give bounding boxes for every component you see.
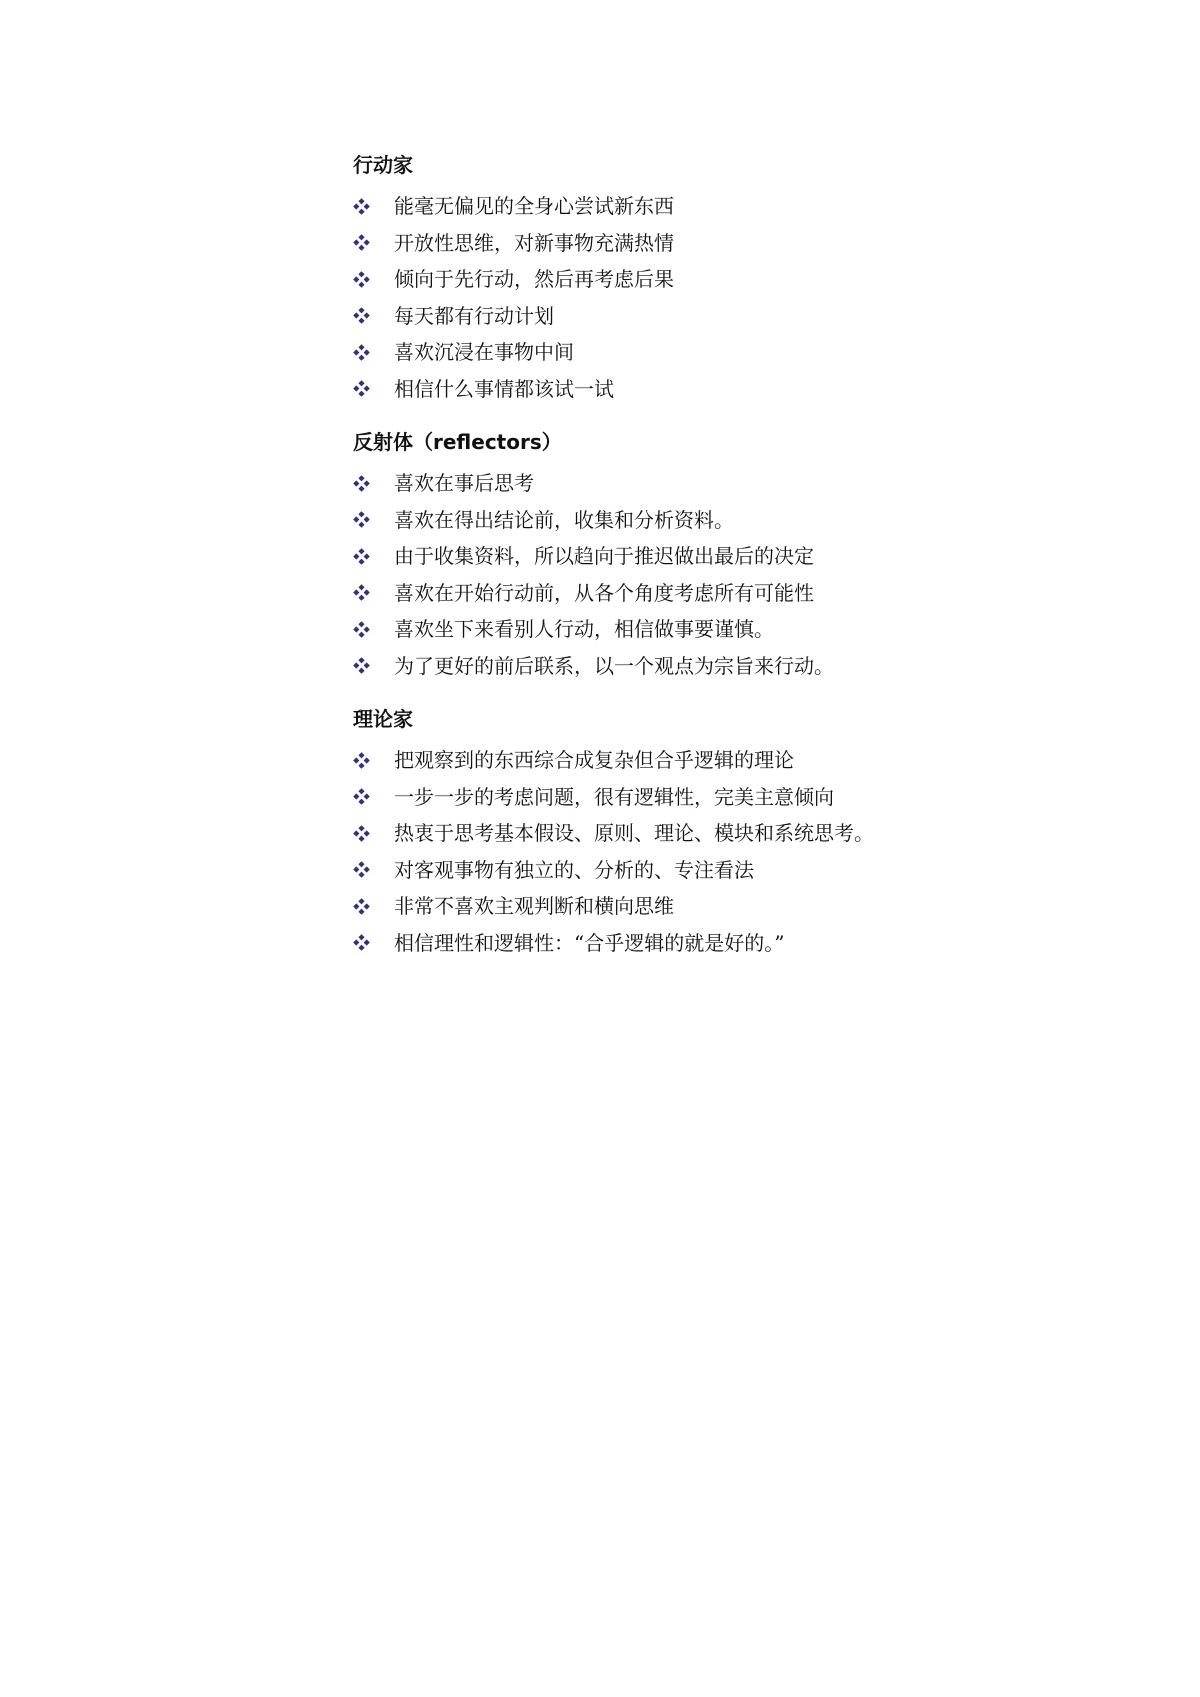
list-item bbox=[353, 648, 1113, 685]
list-item-text: 喜欢在得出结论前，收集和分析资料。 bbox=[394, 507, 734, 532]
section-title: 行动家 bbox=[353, 153, 413, 177]
section-theorists bbox=[353, 706, 1113, 961]
section-title: 理论家 bbox=[353, 707, 413, 731]
document-content bbox=[353, 152, 1113, 983]
list-item bbox=[353, 334, 1113, 371]
list-item-text: 一步一步的考虑问题，很有逻辑性，完美主意倾向 bbox=[394, 784, 834, 809]
list-item-text: 能毫无偏见的全身心尝试新东西 bbox=[394, 194, 674, 219]
list-item bbox=[353, 502, 1113, 539]
diamond-bullet-icon bbox=[353, 861, 370, 878]
list-item-text: 喜欢在开始行动前，从各个角度考虑所有可能性 bbox=[394, 580, 814, 605]
list-item bbox=[353, 188, 1113, 225]
list-item bbox=[353, 852, 1113, 889]
list-item bbox=[353, 925, 1113, 962]
list-item-text: 每天都有行动计划 bbox=[394, 303, 554, 328]
list-item bbox=[353, 611, 1113, 648]
list-item bbox=[353, 225, 1113, 262]
list-item-text: 非常不喜欢主观判断和横向思维 bbox=[394, 894, 674, 919]
list-item bbox=[353, 779, 1113, 816]
list-item-text: 为了更好的前后联系，以一个观点为宗旨来行动。 bbox=[394, 653, 834, 678]
diamond-bullet-icon bbox=[353, 788, 370, 805]
list-item bbox=[353, 298, 1113, 335]
list-item-text: 把观察到的东西综合成复杂但合乎逻辑的理论 bbox=[394, 748, 794, 773]
list-item-text: 对客观事物有独立的、分析的、专注看法 bbox=[394, 857, 754, 882]
list-item-text: 相信理性和逻辑性：“合乎逻辑的就是好的。” bbox=[394, 930, 785, 955]
list-item-text: 由于收集资料，所以趋向于推迟做出最后的决定 bbox=[394, 544, 814, 569]
bullet-list bbox=[353, 188, 1113, 407]
diamond-bullet-icon bbox=[353, 475, 370, 492]
list-item-text: 喜欢坐下来看别人行动，相信做事要谨慎。 bbox=[394, 617, 774, 642]
diamond-bullet-icon bbox=[353, 584, 370, 601]
list-item-text: 开放性思维，对新事物充满热情 bbox=[394, 230, 674, 255]
section-reflectors bbox=[353, 429, 1113, 684]
section-activists bbox=[353, 152, 1113, 407]
diamond-bullet-icon bbox=[353, 621, 370, 638]
diamond-bullet-icon bbox=[353, 380, 370, 397]
list-item bbox=[353, 371, 1113, 408]
list-item bbox=[353, 465, 1113, 502]
diamond-bullet-icon bbox=[353, 234, 370, 251]
diamond-bullet-icon bbox=[353, 511, 370, 528]
diamond-bullet-icon bbox=[353, 657, 370, 674]
list-item-text: 热衷于思考基本假设、原则、理论、模块和系统思考。 bbox=[394, 821, 874, 846]
diamond-bullet-icon bbox=[353, 825, 370, 842]
list-item bbox=[353, 575, 1113, 612]
list-item bbox=[353, 742, 1113, 779]
list-item bbox=[353, 888, 1113, 925]
diamond-bullet-icon bbox=[353, 934, 370, 951]
diamond-bullet-icon bbox=[353, 344, 370, 361]
list-item-text: 倾向于先行动，然后再考虑后果 bbox=[394, 267, 674, 292]
diamond-bullet-icon bbox=[353, 307, 370, 324]
diamond-bullet-icon bbox=[353, 898, 370, 915]
diamond-bullet-icon bbox=[353, 271, 370, 288]
bullet-list bbox=[353, 742, 1113, 961]
list-item-text: 相信什么事情都该试一试 bbox=[394, 376, 614, 401]
list-item-text: 喜欢沉浸在事物中间 bbox=[394, 340, 574, 365]
list-item-text: 喜欢在事后思考 bbox=[394, 471, 534, 496]
bullet-list bbox=[353, 465, 1113, 684]
diamond-bullet-icon bbox=[353, 548, 370, 565]
diamond-bullet-icon bbox=[353, 752, 370, 769]
list-item bbox=[353, 538, 1113, 575]
diamond-bullet-icon bbox=[353, 198, 370, 215]
section-title: 反射体（reflectors） bbox=[353, 430, 562, 454]
list-item bbox=[353, 815, 1113, 852]
list-item bbox=[353, 261, 1113, 298]
